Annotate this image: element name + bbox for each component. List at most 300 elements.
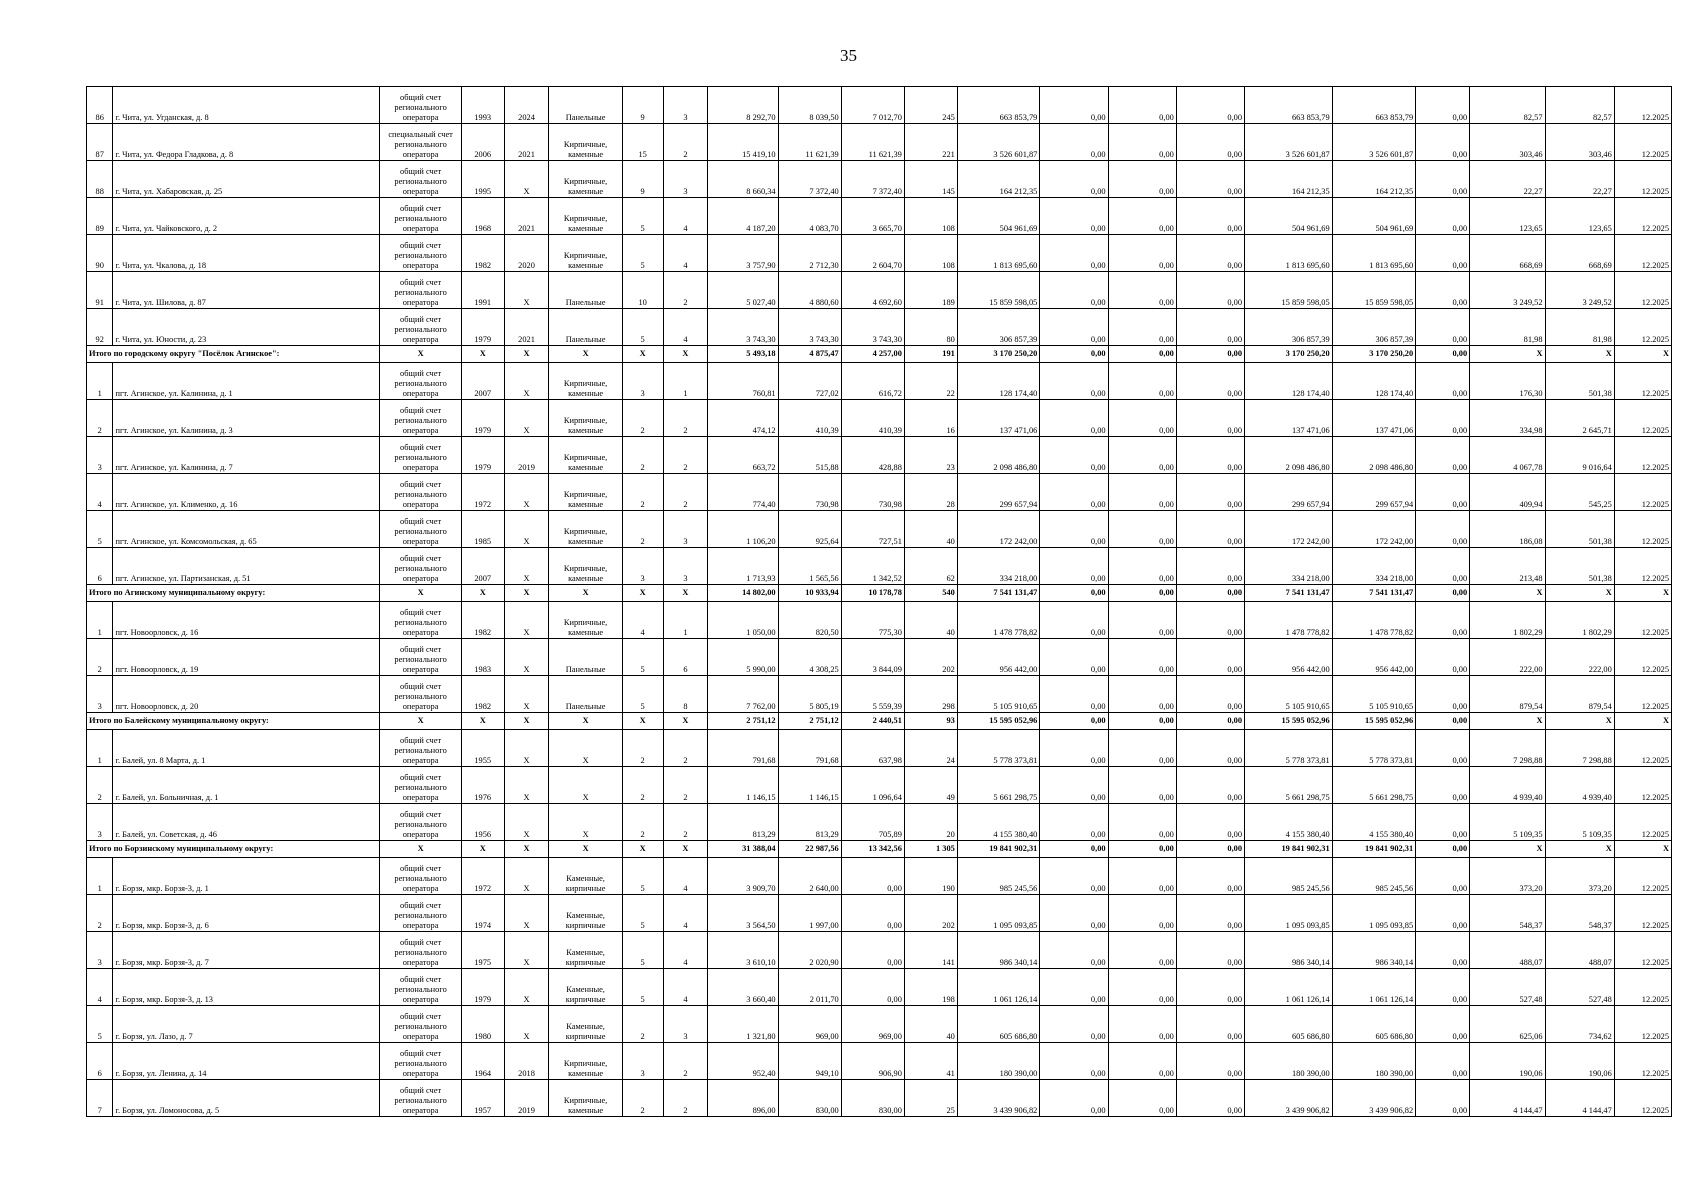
wall-material-cell-line: кирпичные bbox=[565, 884, 606, 893]
subtotal-cell: 10 933,94 bbox=[778, 585, 841, 602]
year-built-cell: 1980 bbox=[461, 1006, 504, 1043]
subtotal-cell: X bbox=[504, 585, 549, 602]
table-row bbox=[87, 767, 1672, 804]
year-built-cell: 1979 bbox=[461, 969, 504, 1006]
fund-cell: 0,00 bbox=[1176, 363, 1244, 400]
account-type-cell-line: оператора bbox=[402, 463, 439, 472]
year-repair-cell: X bbox=[504, 363, 549, 400]
residents-cell: 145 bbox=[904, 161, 957, 198]
total-area-cell: 5 027,40 bbox=[708, 272, 778, 309]
residents-cell: 221 bbox=[904, 124, 957, 161]
fund-cell: 0,00 bbox=[1040, 272, 1108, 309]
account-type-cell-line: регионального bbox=[394, 1022, 447, 1031]
wall-material-cell-line: Кирпичные, bbox=[563, 564, 608, 573]
account-type-cell-line: оператора bbox=[402, 187, 439, 196]
floors-cell: 5 bbox=[622, 235, 663, 272]
year-repair-cell: X bbox=[504, 767, 549, 804]
fund-cell: 2 098 486,80 bbox=[1245, 437, 1333, 474]
subtotal-label: Итого по Борзинскому муниципальному округу: bbox=[87, 841, 380, 858]
residential-area-cell: 3 844,09 bbox=[841, 639, 904, 676]
fund-cell: 0,00 bbox=[1108, 87, 1176, 124]
fund-cell: 504 961,69 bbox=[1245, 198, 1333, 235]
wall-material-cell-line: X bbox=[582, 793, 589, 802]
residential-area-cell: 0,00 bbox=[841, 969, 904, 1006]
fund-cell: 0,00 bbox=[1416, 1006, 1470, 1043]
deadline-cell: 12.2025 bbox=[1614, 272, 1671, 309]
unit-cost-limit-cell: 22,27 bbox=[1545, 161, 1614, 198]
wall-material-cell bbox=[549, 272, 622, 309]
fund-cell: 0,00 bbox=[1040, 1080, 1108, 1117]
account-type-cell-line: регионального bbox=[394, 692, 447, 701]
residential-area-cell: 11 621,39 bbox=[841, 124, 904, 161]
year-built-cell: 1995 bbox=[461, 161, 504, 198]
wall-material-cell-line: Каменные, bbox=[566, 985, 605, 994]
residents-cell: 298 bbox=[904, 676, 957, 713]
table-row bbox=[87, 1006, 1672, 1043]
fund-cell: 663 853,79 bbox=[1332, 87, 1416, 124]
page-number: 35 bbox=[840, 46, 857, 65]
fund-cell: 0,00 bbox=[1040, 895, 1108, 932]
address-cell: г. Балей, ул. Советская, д. 46 bbox=[113, 804, 380, 841]
wall-material-cell-line: Кирпичные, bbox=[563, 177, 608, 186]
account-type-cell-line: общий счет bbox=[400, 278, 442, 287]
subtotal-cell: X bbox=[380, 713, 461, 730]
residents-cell: 198 bbox=[904, 969, 957, 1006]
account-type-cell bbox=[380, 895, 461, 932]
fund-cell: 1 095 093,85 bbox=[1245, 895, 1333, 932]
entrances-cell: 3 bbox=[663, 511, 708, 548]
wall-material-cell bbox=[549, 161, 622, 198]
wall-material-cell-line: Каменные, bbox=[566, 911, 605, 920]
repair-cost-cell: 2 098 486,80 bbox=[957, 437, 1040, 474]
table-row bbox=[87, 400, 1672, 437]
fund-cell: 0,00 bbox=[1176, 87, 1244, 124]
wall-material-cell-line: Панельные bbox=[565, 335, 606, 344]
premises-area-cell: 820,50 bbox=[778, 602, 841, 639]
residents-cell: 190 bbox=[904, 858, 957, 895]
wall-material-cell-line: X bbox=[582, 830, 589, 839]
total-area-cell: 1 050,00 bbox=[708, 602, 778, 639]
account-type-cell bbox=[380, 676, 461, 713]
repair-cost-cell: 15 859 598,05 bbox=[957, 272, 1040, 309]
total-area-cell: 1 713,93 bbox=[708, 548, 778, 585]
entrances-cell: 6 bbox=[663, 639, 708, 676]
fund-cell: 0,00 bbox=[1416, 932, 1470, 969]
row-number: 7 bbox=[87, 1080, 113, 1117]
subtotal-cell: X bbox=[461, 585, 504, 602]
year-built-cell: 1979 bbox=[461, 400, 504, 437]
subtotal-cell: X bbox=[504, 713, 549, 730]
address-cell: г. Борзя, ул. Лазо, д. 7 bbox=[113, 1006, 380, 1043]
fund-cell: 0,00 bbox=[1108, 272, 1176, 309]
row-number: 91 bbox=[87, 272, 113, 309]
year-repair-cell: X bbox=[504, 474, 549, 511]
account-type-cell-line: общий счет bbox=[400, 810, 442, 819]
table-row bbox=[87, 511, 1672, 548]
unit-cost-limit-cell: 2 645,71 bbox=[1545, 400, 1614, 437]
account-type-cell-line: оператора bbox=[402, 665, 439, 674]
deadline-cell: 12.2025 bbox=[1614, 548, 1671, 585]
entrances-cell: 4 bbox=[663, 858, 708, 895]
residential-area-cell: 2 604,70 bbox=[841, 235, 904, 272]
fund-cell: 0,00 bbox=[1040, 969, 1108, 1006]
subtotal-cell: X bbox=[1614, 841, 1671, 858]
row-number: 1 bbox=[87, 730, 113, 767]
year-built-cell: 1979 bbox=[461, 309, 504, 346]
fund-cell: 0,00 bbox=[1040, 400, 1108, 437]
floors-cell: 5 bbox=[622, 676, 663, 713]
year-repair-cell: X bbox=[504, 161, 549, 198]
entrances-cell: 4 bbox=[663, 309, 708, 346]
year-built-cell: 1991 bbox=[461, 272, 504, 309]
fund-cell: 504 961,69 bbox=[1332, 198, 1416, 235]
deadline-cell: 12.2025 bbox=[1614, 474, 1671, 511]
entrances-cell: 3 bbox=[663, 87, 708, 124]
wall-material-cell bbox=[549, 235, 622, 272]
table-row bbox=[87, 198, 1672, 235]
fund-cell: 0,00 bbox=[1176, 804, 1244, 841]
account-type-cell-line: регионального bbox=[394, 490, 447, 499]
row-number: 1 bbox=[87, 363, 113, 400]
subtotal-cell: 0,00 bbox=[1176, 841, 1244, 858]
account-type-cell-line: оператора bbox=[402, 500, 439, 509]
repair-cost-cell: 663 853,79 bbox=[957, 87, 1040, 124]
deadline-cell: 12.2025 bbox=[1614, 198, 1671, 235]
wall-material-cell bbox=[549, 400, 622, 437]
residential-area-cell: 5 559,39 bbox=[841, 676, 904, 713]
fund-cell: 0,00 bbox=[1176, 309, 1244, 346]
deadline-cell: 12.2025 bbox=[1614, 124, 1671, 161]
total-area-cell: 8 660,34 bbox=[708, 161, 778, 198]
wall-material-cell-line: каменные bbox=[568, 150, 604, 159]
account-type-cell-line: общий счет bbox=[400, 93, 442, 102]
unit-cost-cell: 5 109,35 bbox=[1470, 804, 1545, 841]
residential-area-cell: 410,39 bbox=[841, 400, 904, 437]
total-area-cell: 5 990,00 bbox=[708, 639, 778, 676]
entrances-cell: 2 bbox=[663, 1080, 708, 1117]
unit-cost-limit-cell: 123,65 bbox=[1545, 198, 1614, 235]
account-type-cell-line: общий счет bbox=[400, 608, 442, 617]
floors-cell: 4 bbox=[622, 602, 663, 639]
fund-cell: 985 245,56 bbox=[1245, 858, 1333, 895]
year-repair-cell: X bbox=[504, 932, 549, 969]
account-type-cell-line: оператора bbox=[402, 426, 439, 435]
unit-cost-cell: 4 067,78 bbox=[1470, 437, 1545, 474]
wall-material-cell bbox=[549, 548, 622, 585]
account-type-cell-line: регионального bbox=[394, 948, 447, 957]
fund-cell: 0,00 bbox=[1416, 969, 1470, 1006]
entrances-cell: 4 bbox=[663, 895, 708, 932]
subtotal-label: Итого по Агинскому муниципальному округу: bbox=[87, 585, 380, 602]
total-area-cell: 3 564,50 bbox=[708, 895, 778, 932]
row-number: 3 bbox=[87, 437, 113, 474]
premises-area-cell: 1 146,15 bbox=[778, 767, 841, 804]
subtotal-cell: X bbox=[549, 346, 622, 363]
fund-cell: 0,00 bbox=[1416, 87, 1470, 124]
wall-material-cell-line: кирпичные bbox=[565, 995, 606, 1004]
wall-material-cell-line: Панельные bbox=[565, 113, 606, 122]
row-number: 4 bbox=[87, 474, 113, 511]
year-repair-cell: X bbox=[504, 272, 549, 309]
fund-cell: 0,00 bbox=[1040, 858, 1108, 895]
premises-area-cell: 2 020,90 bbox=[778, 932, 841, 969]
row-number: 4 bbox=[87, 969, 113, 1006]
deadline-cell: 12.2025 bbox=[1614, 161, 1671, 198]
subtotal-cell: 3 170 250,20 bbox=[957, 346, 1040, 363]
repair-cost-cell: 986 340,14 bbox=[957, 932, 1040, 969]
repair-cost-cell: 4 155 380,40 bbox=[957, 804, 1040, 841]
table-row bbox=[87, 858, 1672, 895]
account-type-cell bbox=[380, 235, 461, 272]
subtotal-cell: X bbox=[1614, 585, 1671, 602]
wall-material-cell-line: Кирпичные, bbox=[563, 140, 608, 149]
deadline-cell: 12.2025 bbox=[1614, 858, 1671, 895]
premises-area-cell: 4 880,60 bbox=[778, 272, 841, 309]
subtotal-cell: 2 751,12 bbox=[708, 713, 778, 730]
floors-cell: 2 bbox=[622, 804, 663, 841]
repair-cost-cell: 164 212,35 bbox=[957, 161, 1040, 198]
account-type-cell-line: общий счет bbox=[400, 1012, 442, 1021]
total-area-cell: 760,81 bbox=[708, 363, 778, 400]
account-type-cell-line: общий счет bbox=[400, 736, 442, 745]
account-type-cell-line: общий счет bbox=[400, 1049, 442, 1058]
account-type-cell bbox=[380, 437, 461, 474]
row-number: 1 bbox=[87, 602, 113, 639]
unit-cost-limit-cell: 7 298,88 bbox=[1545, 730, 1614, 767]
subtotal-cell: 0,00 bbox=[1040, 713, 1108, 730]
unit-cost-cell: 334,98 bbox=[1470, 400, 1545, 437]
fund-cell: 0,00 bbox=[1108, 895, 1176, 932]
year-built-cell: 1993 bbox=[461, 87, 504, 124]
fund-cell: 0,00 bbox=[1108, 804, 1176, 841]
total-area-cell: 774,40 bbox=[708, 474, 778, 511]
wall-material-cell bbox=[549, 969, 622, 1006]
unit-cost-cell: 82,57 bbox=[1470, 87, 1545, 124]
repair-cost-cell: 5 105 910,65 bbox=[957, 676, 1040, 713]
subtotal-row bbox=[87, 713, 1672, 730]
entrances-cell: 2 bbox=[663, 1043, 708, 1080]
floors-cell: 2 bbox=[622, 730, 663, 767]
subtotal-cell: 0,00 bbox=[1108, 713, 1176, 730]
floors-cell: 5 bbox=[622, 895, 663, 932]
account-type-cell bbox=[380, 272, 461, 309]
subtotal-cell: X bbox=[663, 841, 708, 858]
fund-cell: 4 155 380,40 bbox=[1245, 804, 1333, 841]
fund-cell: 0,00 bbox=[1176, 198, 1244, 235]
unit-cost-limit-cell: 222,00 bbox=[1545, 639, 1614, 676]
floors-cell: 10 bbox=[622, 272, 663, 309]
account-type-cell-line: оператора bbox=[402, 389, 439, 398]
table-row bbox=[87, 932, 1672, 969]
fund-cell: 128 174,40 bbox=[1332, 363, 1416, 400]
account-type-cell-line: оператора bbox=[402, 335, 439, 344]
fund-cell: 0,00 bbox=[1176, 895, 1244, 932]
subtotal-cell: X bbox=[1545, 713, 1614, 730]
residents-cell: 141 bbox=[904, 932, 957, 969]
residential-area-cell: 830,00 bbox=[841, 1080, 904, 1117]
residential-area-cell: 727,51 bbox=[841, 511, 904, 548]
address-cell: г. Чита, ул. Шилова, д. 87 bbox=[113, 272, 380, 309]
account-type-cell bbox=[380, 511, 461, 548]
unit-cost-limit-cell: 373,20 bbox=[1545, 858, 1614, 895]
unit-cost-cell: 373,20 bbox=[1470, 858, 1545, 895]
deadline-cell: 12.2025 bbox=[1614, 932, 1671, 969]
floors-cell: 2 bbox=[622, 1080, 663, 1117]
wall-material-cell-line: Кирпичные, bbox=[563, 379, 608, 388]
unit-cost-cell: 488,07 bbox=[1470, 932, 1545, 969]
account-type-cell-line: регионального bbox=[394, 251, 447, 260]
fund-cell: 299 657,94 bbox=[1245, 474, 1333, 511]
fund-cell: 0,00 bbox=[1108, 858, 1176, 895]
year-repair-cell: X bbox=[504, 639, 549, 676]
wall-material-cell bbox=[549, 511, 622, 548]
subtotal-cell: X bbox=[1470, 841, 1545, 858]
fund-cell: 0,00 bbox=[1108, 198, 1176, 235]
address-cell: г. Чита, ул. Угданская, д. 8 bbox=[113, 87, 380, 124]
table-row bbox=[87, 161, 1672, 198]
subtotal-cell: 1 305 bbox=[904, 841, 957, 858]
wall-material-cell-line: Кирпичные, bbox=[563, 618, 608, 627]
fund-cell: 128 174,40 bbox=[1245, 363, 1333, 400]
account-type-cell bbox=[380, 932, 461, 969]
floors-cell: 2 bbox=[622, 437, 663, 474]
fund-cell: 0,00 bbox=[1176, 437, 1244, 474]
residents-cell: 108 bbox=[904, 235, 957, 272]
subtotal-cell: 31 388,04 bbox=[708, 841, 778, 858]
wall-material-cell bbox=[549, 124, 622, 161]
total-area-cell: 3 743,30 bbox=[708, 309, 778, 346]
year-built-cell: 1972 bbox=[461, 858, 504, 895]
residents-cell: 20 bbox=[904, 804, 957, 841]
premises-area-cell: 813,29 bbox=[778, 804, 841, 841]
fund-cell: 0,00 bbox=[1108, 932, 1176, 969]
subtotal-cell: X bbox=[1545, 841, 1614, 858]
unit-cost-limit-cell: 527,48 bbox=[1545, 969, 1614, 1006]
account-type-cell bbox=[380, 767, 461, 804]
premises-area-cell: 410,39 bbox=[778, 400, 841, 437]
residents-cell: 202 bbox=[904, 895, 957, 932]
floors-cell: 5 bbox=[622, 639, 663, 676]
account-type-cell-line: регионального bbox=[394, 655, 447, 664]
account-type-cell-line: оператора bbox=[402, 793, 439, 802]
year-repair-cell: X bbox=[504, 400, 549, 437]
floors-cell: 5 bbox=[622, 198, 663, 235]
subtotal-cell: X bbox=[663, 585, 708, 602]
repair-cost-cell: 5 778 373,81 bbox=[957, 730, 1040, 767]
year-built-cell: 1968 bbox=[461, 198, 504, 235]
wall-material-cell-line: каменные bbox=[568, 1106, 604, 1115]
fund-cell: 0,00 bbox=[1040, 767, 1108, 804]
row-number: 90 bbox=[87, 235, 113, 272]
fund-cell: 0,00 bbox=[1416, 437, 1470, 474]
repair-cost-cell: 5 661 298,75 bbox=[957, 767, 1040, 804]
unit-cost-limit-cell: 501,38 bbox=[1545, 511, 1614, 548]
premises-area-cell: 727,02 bbox=[778, 363, 841, 400]
address-cell: г. Чита, ул. Федора Гладкова, д. 8 bbox=[113, 124, 380, 161]
fund-cell: 0,00 bbox=[1040, 198, 1108, 235]
table-row bbox=[87, 730, 1672, 767]
fund-cell: 605 686,80 bbox=[1245, 1006, 1333, 1043]
floors-cell: 2 bbox=[622, 400, 663, 437]
unit-cost-cell: 668,69 bbox=[1470, 235, 1545, 272]
fund-cell: 0,00 bbox=[1108, 1080, 1176, 1117]
subtotal-cell: 19 841 902,31 bbox=[1245, 841, 1333, 858]
account-type-cell-line: оператора bbox=[402, 702, 439, 711]
wall-material-cell-line: Каменные, bbox=[566, 1022, 605, 1031]
fund-cell: 0,00 bbox=[1416, 730, 1470, 767]
address-cell: г. Борзя, мкр. Борзя-3, д. 1 bbox=[113, 858, 380, 895]
unit-cost-limit-cell: 879,54 bbox=[1545, 676, 1614, 713]
subtotal-cell: 0,00 bbox=[1040, 346, 1108, 363]
total-area-cell: 952,40 bbox=[708, 1043, 778, 1080]
fund-cell: 663 853,79 bbox=[1245, 87, 1333, 124]
repair-cost-cell: 137 471,06 bbox=[957, 400, 1040, 437]
premises-area-cell: 2 640,00 bbox=[778, 858, 841, 895]
fund-cell: 0,00 bbox=[1416, 895, 1470, 932]
wall-material-cell bbox=[549, 767, 622, 804]
wall-material-cell bbox=[549, 309, 622, 346]
year-built-cell: 1983 bbox=[461, 639, 504, 676]
year-repair-cell: 2019 bbox=[504, 1080, 549, 1117]
residents-cell: 202 bbox=[904, 639, 957, 676]
fund-cell: 0,00 bbox=[1416, 602, 1470, 639]
subtotal-cell: 13 342,56 bbox=[841, 841, 904, 858]
table-row bbox=[87, 235, 1672, 272]
account-type-cell bbox=[380, 161, 461, 198]
account-type-cell-line: регионального bbox=[394, 820, 447, 829]
wall-material-cell bbox=[549, 932, 622, 969]
fund-cell: 0,00 bbox=[1416, 272, 1470, 309]
wall-material-cell bbox=[549, 730, 622, 767]
unit-cost-limit-cell: 82,57 bbox=[1545, 87, 1614, 124]
fund-cell: 0,00 bbox=[1176, 767, 1244, 804]
deadline-cell: 12.2025 bbox=[1614, 804, 1671, 841]
subtotal-cell: X bbox=[1470, 585, 1545, 602]
account-type-cell-line: оператора bbox=[402, 574, 439, 583]
subtotal-cell: X bbox=[461, 841, 504, 858]
fund-cell: 0,00 bbox=[1108, 548, 1176, 585]
deadline-cell: 12.2025 bbox=[1614, 87, 1671, 124]
account-type-cell-line: общий счет bbox=[400, 645, 442, 654]
account-type-cell-line: регионального bbox=[394, 985, 447, 994]
fund-cell: 4 155 380,40 bbox=[1332, 804, 1416, 841]
account-type-cell-line: оператора bbox=[402, 298, 439, 307]
deadline-cell: 12.2025 bbox=[1614, 437, 1671, 474]
subtotal-cell: X bbox=[1614, 346, 1671, 363]
fund-cell: 3 439 906,82 bbox=[1245, 1080, 1333, 1117]
account-type-cell-line: регионального bbox=[394, 874, 447, 883]
total-area-cell: 15 419,10 bbox=[708, 124, 778, 161]
fund-cell: 172 242,00 bbox=[1332, 511, 1416, 548]
fund-cell: 299 657,94 bbox=[1332, 474, 1416, 511]
table-row bbox=[87, 602, 1672, 639]
unit-cost-limit-cell: 4 939,40 bbox=[1545, 767, 1614, 804]
fund-cell: 306 857,39 bbox=[1245, 309, 1333, 346]
subtotal-cell: 19 841 902,31 bbox=[957, 841, 1040, 858]
row-number: 3 bbox=[87, 932, 113, 969]
table-row bbox=[87, 895, 1672, 932]
fund-cell: 0,00 bbox=[1416, 639, 1470, 676]
account-type-cell-line: общий счет bbox=[400, 938, 442, 947]
table-row bbox=[87, 1043, 1672, 1080]
row-number: 6 bbox=[87, 1043, 113, 1080]
account-type-cell-line: регионального bbox=[394, 177, 447, 186]
address-cell: г. Чита, ул. Чкалова, д. 18 bbox=[113, 235, 380, 272]
wall-material-cell-line: каменные bbox=[568, 574, 604, 583]
residents-cell: 16 bbox=[904, 400, 957, 437]
fund-cell: 0,00 bbox=[1108, 1006, 1176, 1043]
wall-material-cell-line: Кирпичные, bbox=[563, 1059, 608, 1068]
